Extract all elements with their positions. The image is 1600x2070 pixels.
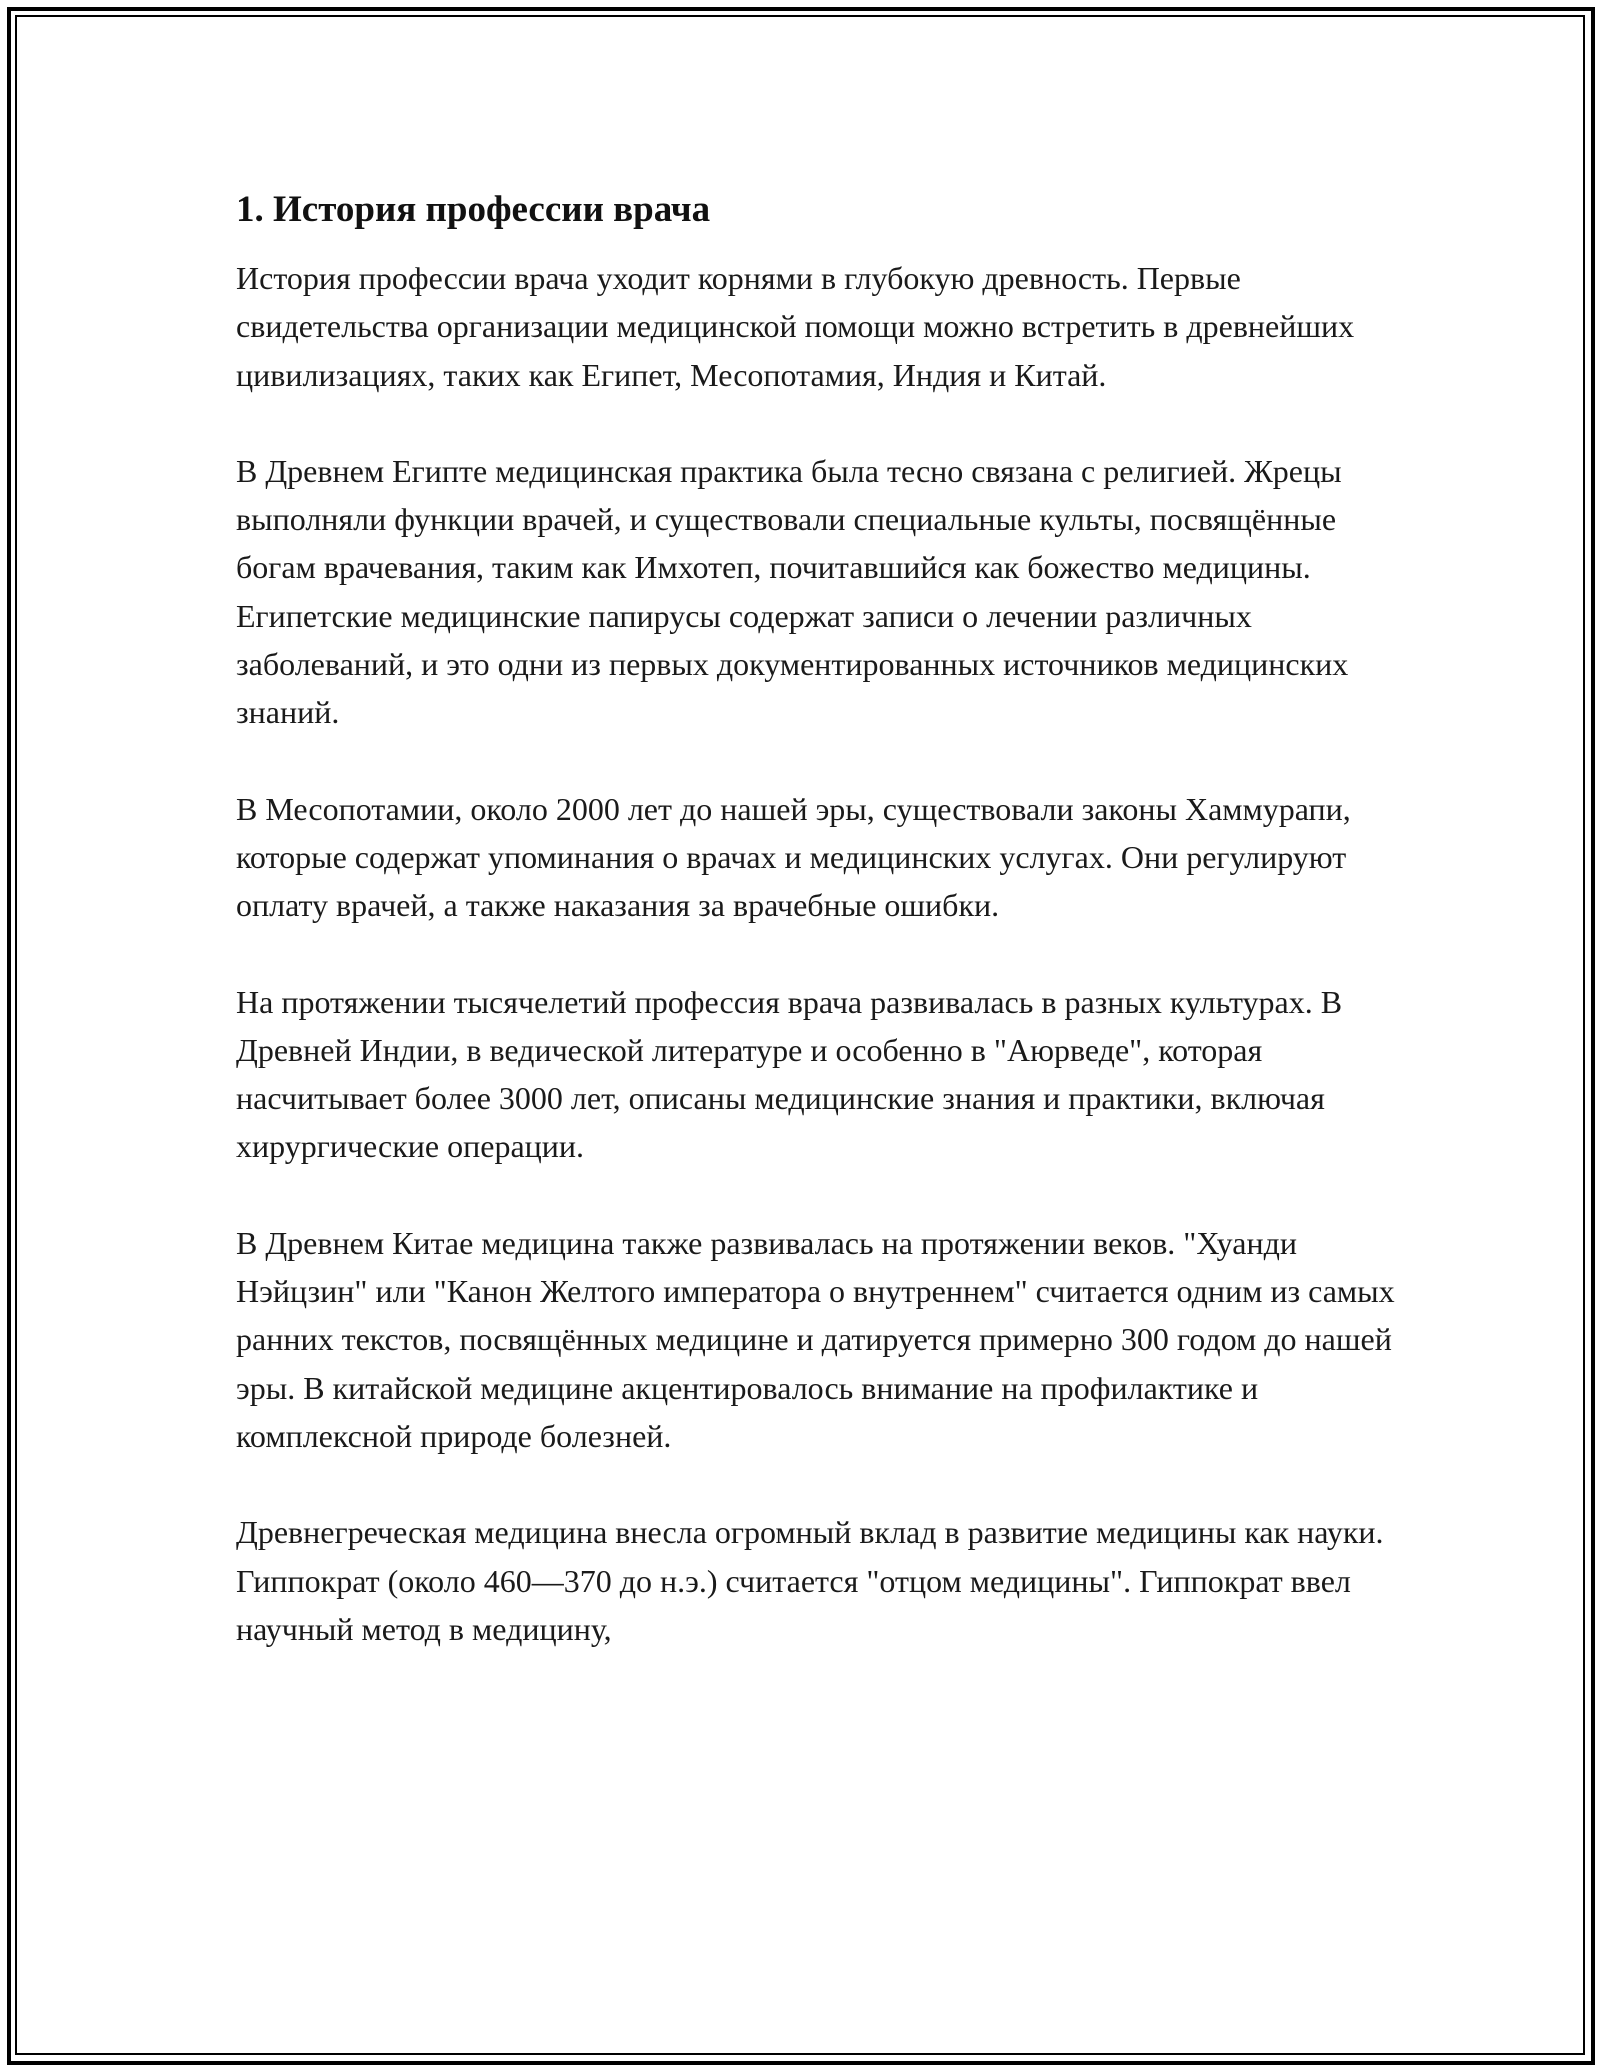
paragraph-intro: История профессии врача уходит корнями в глубокую древность. Первые свидетельства организации медицинской помощи можно встретить в древнейших цивилизациях, таких как Египет, Месопотамия, Индия и Китай. xyxy=(236,260,1355,393)
paragraph-india: На протяжении тысячелетий профессия врача развивалась в разных культурах. В Древней Индии, в ведической литературе и особенно в "Аюрведе", которая насчитывает более 3000 лет, описаны медицинские знания и практики, включая хирургические операции. xyxy=(236,983,1343,1165)
paragraph-greece: Древнегреческая медицина внесла огромный вклад в развитие медицины как науки. Гиппократ (около 460—370 до н.э.) считается "отцом медицины". Гиппократ ввел научный метод в медицину, xyxy=(236,1514,1384,1647)
section-heading: 1. История профессии врача xyxy=(236,189,711,230)
paragraph-mesopotamia: В Месопотамии, около 2000 лет до нашей эры, существовали законы Хаммурапи, которые содержат упоминания о врачах и медицинских услугах. Они регулируют оплату врачей, а также наказания за врачебные ошибки. xyxy=(236,790,1351,924)
paragraph-china: В Древнем Китае медицина также развивалась на протяжении веков. "Хуанди Нэйцзин" или "Канон Желтого императора о внутреннем" считается одним из самых ранних текстов, посвящённых медицине и датируется примерно 300 годом до нашей эры. В китайской медицине акцентировалось внимание на профилактике и комплексной природе болезней. xyxy=(236,1224,1395,1454)
paragraph-egypt: В Древнем Египте медицинская практика была тесно связана с религией. Жрецы выполняли функции врачей, и существовали специальные культы, посвящённые богам врачевания, таким как Имхотеп, почитавшийся как божество медицины. Египетские медицинские папирусы содержат записи о лечении различных заболеваний, и это одни из первых документированных источников медицинских знаний. xyxy=(236,452,1349,731)
document-body xyxy=(236,186,1396,1701)
